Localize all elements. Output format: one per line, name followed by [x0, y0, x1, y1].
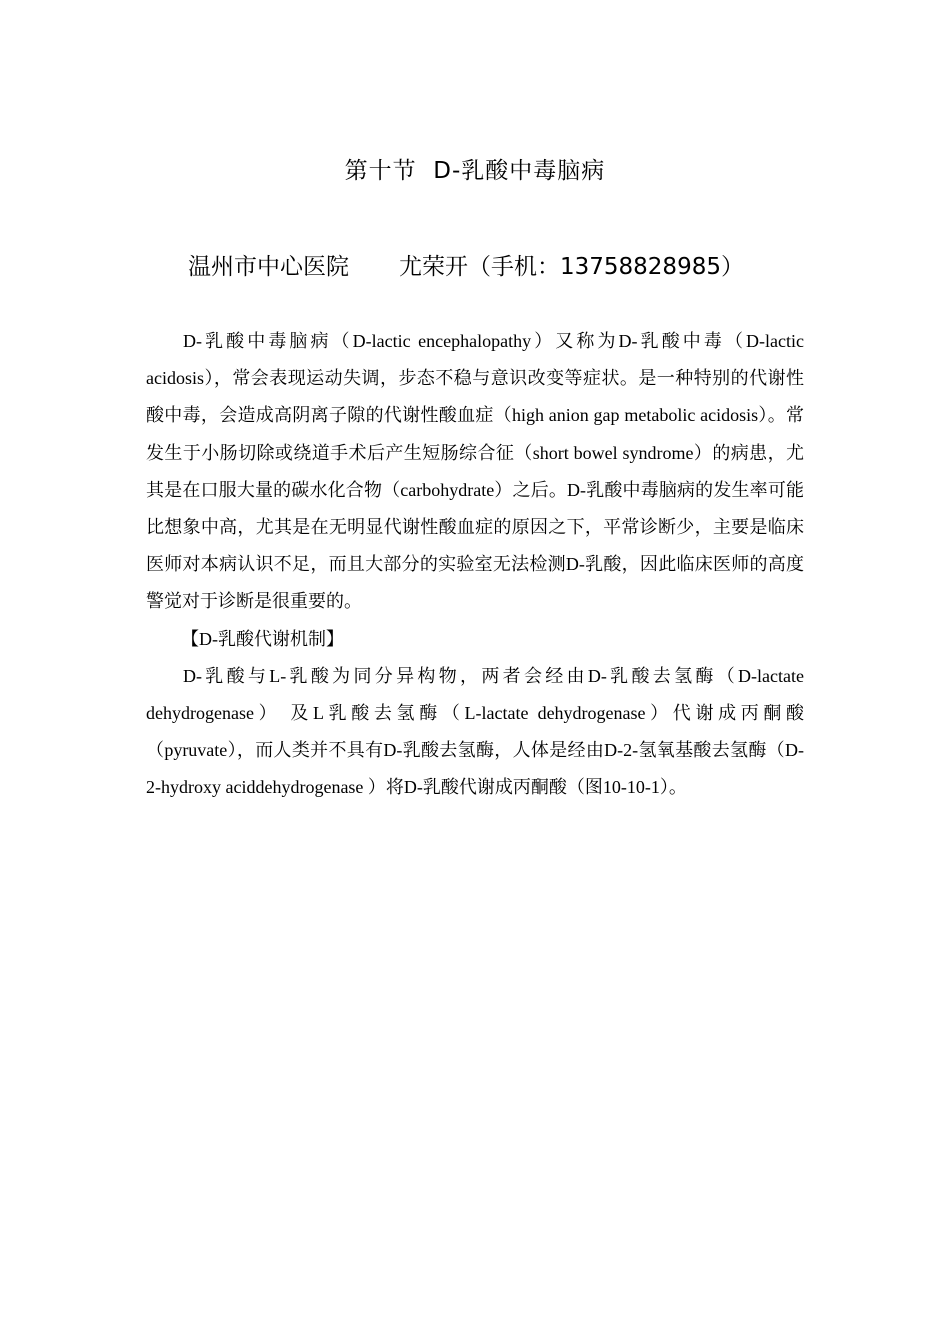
author-contact: 尤荣开（手机：13758828985）	[399, 254, 744, 280]
document-body	[146, 323, 804, 807]
section-title: 第十节 D-乳酸中毒脑病	[344, 158, 606, 184]
section-heading: 【D-乳酸代谢机制】	[181, 628, 344, 649]
organization-name: 温州市中心医院	[188, 254, 349, 280]
author-byline	[188, 248, 744, 281]
metabolism-paragraph: D-乳酸与L-乳酸为同分异构物，两者会经由D-乳酸去氢酶（D-lactate dehydrogenase） 及L乳酸去氢酶（L-lactate dehydrogenase）代谢成丙酮酸（pyruvate），而人类并不具有D-乳酸去氢酶，人体是经由D-2-氢氧基酸去氢酶（D-2-hydroxy aciddehydrogenase ）将D-乳酸代谢成丙酮酸（图10-10-1）。	[146, 665, 804, 798]
intro-paragraph: D-乳酸中毒脑病（D-lactic encephalopathy）又称为D-乳酸中毒（D-lactic acidosis），常会表现运动失调，步态不稳与意识改变等症状。是一种特别的代谢性酸中毒，会造成高阴离子隙的代谢性酸血症（high anion gap metabolic acidosis）。常发生于小肠切除或绕道手术后产生短肠综合征（short bowel syndrome）的病患，尤其是在口服大量的碳水化合物（carbohydrate）之后。D-乳酸中毒脑病的发生率可能比想象中高，尤其是在无明显代谢性酸血症的原因之下，平常诊断少，主要是临床医师对本病认识不足，而且大部分的实验室无法检测D-乳酸，因此临床医师的高度警觉对于诊断是很重要的。	[146, 331, 804, 612]
